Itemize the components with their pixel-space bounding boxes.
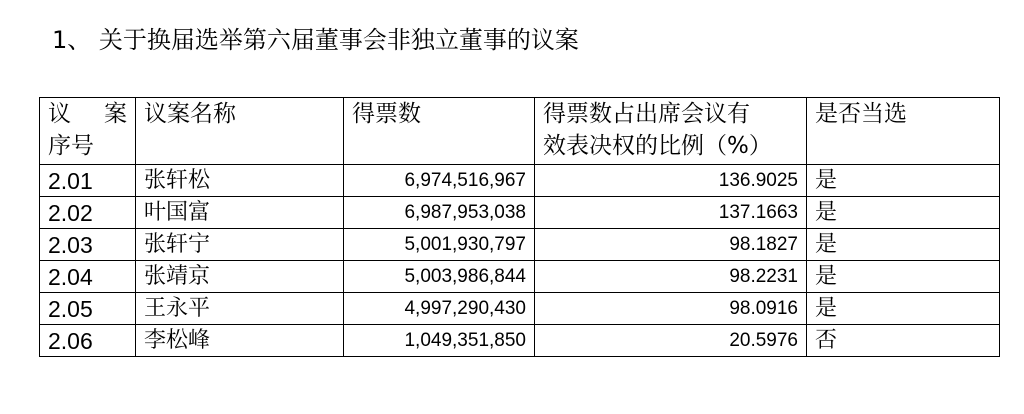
section-heading: 1、 关于换届选举第六届董事会非独立董事的议案 bbox=[52, 26, 579, 54]
cell-ratio: 136.9025 bbox=[535, 165, 807, 197]
cell-name: 王永平 bbox=[136, 293, 344, 325]
cell-votes: 5,003,986,844 bbox=[344, 261, 535, 293]
voting-results-table bbox=[39, 97, 1000, 357]
table-row bbox=[40, 197, 1000, 229]
cell-code: 2.06 bbox=[40, 325, 136, 357]
header-proposal-number-part2: 案 bbox=[104, 101, 127, 127]
cell-name: 张靖京 bbox=[136, 261, 344, 293]
cell-votes: 4,997,290,430 bbox=[344, 293, 535, 325]
cell-elected: 是 bbox=[807, 229, 1000, 261]
cell-name: 李松峰 bbox=[136, 325, 344, 357]
cell-ratio: 98.1827 bbox=[535, 229, 807, 261]
cell-elected: 是 bbox=[807, 165, 1000, 197]
table-row bbox=[40, 293, 1000, 325]
header-proposal-number-part3: 序号 bbox=[48, 133, 94, 159]
cell-ratio: 20.5976 bbox=[535, 325, 807, 357]
header-vote-count: 得票数 bbox=[344, 98, 535, 165]
cell-elected: 是 bbox=[807, 197, 1000, 229]
cell-code: 2.02 bbox=[40, 197, 136, 229]
table-row bbox=[40, 325, 1000, 357]
cell-code: 2.01 bbox=[40, 165, 136, 197]
cell-votes: 5,001,930,797 bbox=[344, 229, 535, 261]
cell-name: 张轩宁 bbox=[136, 229, 344, 261]
cell-elected: 否 bbox=[807, 325, 1000, 357]
cell-ratio: 98.2231 bbox=[535, 261, 807, 293]
cell-ratio: 98.0916 bbox=[535, 293, 807, 325]
header-proposal-number-part1: 议 bbox=[48, 101, 71, 127]
header-proposal-number bbox=[40, 98, 136, 165]
header-vote-ratio bbox=[535, 98, 807, 165]
cell-votes: 6,987,953,038 bbox=[344, 197, 535, 229]
cell-name: 张轩松 bbox=[136, 165, 344, 197]
header-elected: 是否当选 bbox=[807, 98, 1000, 165]
header-vote-ratio-line2: 效表决权的比例（%） bbox=[543, 133, 772, 159]
table-header-row bbox=[40, 98, 1000, 165]
cell-code: 2.03 bbox=[40, 229, 136, 261]
header-vote-ratio-line1: 得票数占出席会议有 bbox=[543, 101, 750, 127]
cell-elected: 是 bbox=[807, 261, 1000, 293]
cell-elected: 是 bbox=[807, 293, 1000, 325]
table-row bbox=[40, 261, 1000, 293]
cell-code: 2.05 bbox=[40, 293, 136, 325]
table-row bbox=[40, 229, 1000, 261]
cell-ratio: 137.1663 bbox=[535, 197, 807, 229]
cell-votes: 6,974,516,967 bbox=[344, 165, 535, 197]
header-proposal-name: 议案名称 bbox=[136, 98, 344, 165]
cell-votes: 1,049,351,850 bbox=[344, 325, 535, 357]
cell-code: 2.04 bbox=[40, 261, 136, 293]
table-row bbox=[40, 165, 1000, 197]
cell-name: 叶国富 bbox=[136, 197, 344, 229]
